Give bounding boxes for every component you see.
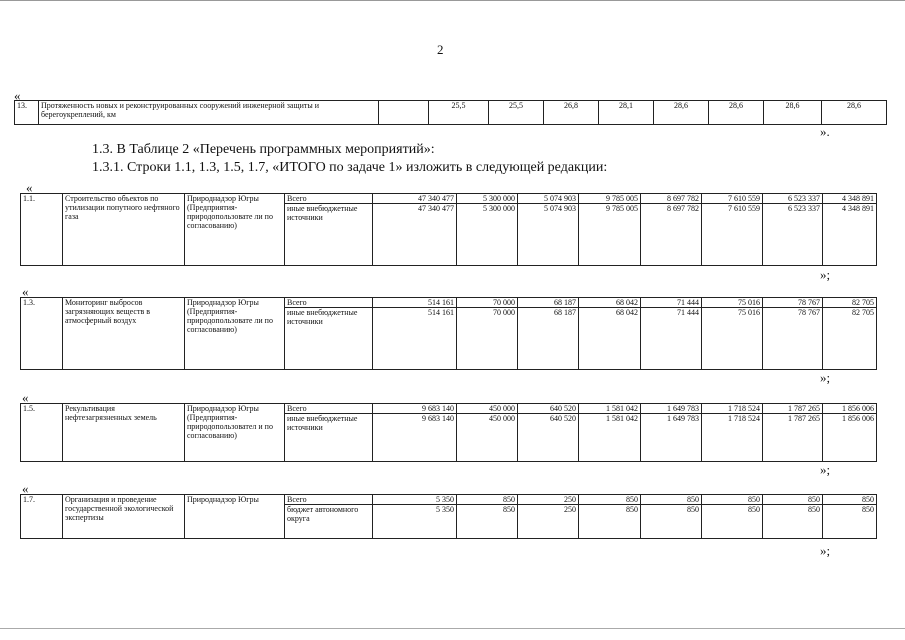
- value-cell: 9 785 005: [579, 204, 641, 266]
- activity-name: Мониторинг выбросов загрязняющих веществ в атмосферный воздух: [63, 298, 185, 370]
- value-cell: 28,6: [822, 101, 887, 125]
- value-cell: 6 523 337: [763, 204, 823, 266]
- value-cell: 640 520: [518, 414, 579, 462]
- table-row-1-7: [20, 494, 877, 539]
- value-cell: 28,6: [764, 101, 822, 125]
- spacer-cell: [379, 101, 429, 125]
- value-cell: 850: [702, 495, 763, 505]
- value-cell: 28,6: [709, 101, 764, 125]
- funding-source-total: Всего: [285, 495, 373, 505]
- value-cell: 68 187: [518, 298, 579, 308]
- scan-bottom-edge: [0, 628, 905, 629]
- indicator-name: Протяженность новых и реконструированных сооружений инженерной защиты и берегоукреплений, км: [39, 101, 379, 125]
- value-cell: 28,6: [654, 101, 709, 125]
- value-cell: 1 581 042: [579, 404, 641, 414]
- value-cell: 78 767: [763, 308, 823, 370]
- table-row-1-3: [20, 297, 877, 370]
- funding-source: иные внебюджетные источники: [285, 414, 373, 462]
- value-cell: 8 697 782: [641, 194, 702, 204]
- value-cell: 850: [702, 505, 763, 539]
- executor: Природнадзор Югры: [185, 495, 285, 539]
- value-cell: 70 000: [457, 298, 518, 308]
- executor: Природнадзор Югры (Предприятия-природопользовате ли по согласованию): [185, 298, 285, 370]
- value-cell: 850: [457, 495, 518, 505]
- activity-name: Строительство объектов по утилизации попутного нефтяного газа: [63, 194, 185, 266]
- table-row-13: [14, 100, 887, 125]
- open-quote: «: [26, 180, 33, 195]
- open-quote: «: [22, 284, 29, 299]
- value-cell: 1 649 783: [641, 404, 702, 414]
- value-cell: 71 444: [641, 298, 702, 308]
- value-cell: 1 718 524: [702, 414, 763, 462]
- value-cell: 5 300 000: [457, 204, 518, 266]
- row-number: 1.3.: [21, 298, 63, 370]
- value-cell: 514 161: [373, 308, 457, 370]
- value-cell: 71 444: [641, 308, 702, 370]
- value-cell: 47 340 477: [373, 194, 457, 204]
- value-cell: 68 042: [579, 298, 641, 308]
- value-cell: 1 856 006: [823, 414, 877, 462]
- funding-source-total: Всего: [285, 298, 373, 308]
- value-cell: 68 187: [518, 308, 579, 370]
- funding-source-total: Всего: [285, 404, 373, 414]
- row-number: 13.: [15, 101, 39, 125]
- section-subheading: 1.3.1. Строки 1.1, 1.3, 1.5, 1.7, «ИТОГО по задаче 1» изложить в следующей редакции:: [92, 160, 608, 175]
- value-cell: 7 610 559: [702, 204, 763, 266]
- value-cell: 850: [579, 495, 641, 505]
- value-cell: 850: [763, 505, 823, 539]
- row-number: 1.7.: [21, 495, 63, 539]
- close-quote: »;: [820, 370, 831, 385]
- value-cell: 9 683 140: [373, 404, 457, 414]
- value-cell: 850: [823, 495, 877, 505]
- value-cell: 5 074 903: [518, 194, 579, 204]
- value-cell: 250: [518, 495, 579, 505]
- value-cell: 25,5: [429, 101, 489, 125]
- close-quote: ».: [820, 124, 830, 139]
- funding-source: иные внебюджетные источники: [285, 204, 373, 266]
- close-quote: »;: [820, 543, 831, 558]
- open-quote: «: [14, 88, 21, 103]
- value-cell: 5 350: [373, 495, 457, 505]
- value-cell: 26,8: [544, 101, 599, 125]
- executor: Природнадзор Югры (Предприятия-природопользовател и по согласованию): [185, 404, 285, 462]
- value-cell: 5 300 000: [457, 194, 518, 204]
- value-cell: 850: [457, 505, 518, 539]
- value-cell: 450 000: [457, 404, 518, 414]
- value-cell: 450 000: [457, 414, 518, 462]
- funding-source: бюджет автономного округа: [285, 505, 373, 539]
- value-cell: 6 523 337: [763, 194, 823, 204]
- value-cell: 1 649 783: [641, 414, 702, 462]
- value-cell: 1 787 265: [763, 404, 823, 414]
- value-cell: 68 042: [579, 308, 641, 370]
- section-heading: 1.3. В Таблице 2 «Перечень программных мероприятий»:: [92, 142, 435, 157]
- value-cell: 4 348 891: [823, 194, 877, 204]
- value-cell: 1 856 006: [823, 404, 877, 414]
- row-number: 1.5.: [21, 404, 63, 462]
- executor: Природнадзор Югры (Предприятия-природопользовате ли по согласованию): [185, 194, 285, 266]
- scan-top-edge: [0, 0, 905, 1]
- value-cell: 250: [518, 505, 579, 539]
- value-cell: 9 683 140: [373, 414, 457, 462]
- activity-name: Рекультивация нефтезагрязненных земель: [63, 404, 185, 462]
- value-cell: 514 161: [373, 298, 457, 308]
- table-row-1-5: [20, 403, 877, 462]
- value-cell: 850: [579, 505, 641, 539]
- close-quote: »;: [820, 462, 831, 477]
- funding-source: иные внебюджетные источники: [285, 308, 373, 370]
- value-cell: 850: [641, 495, 702, 505]
- value-cell: 1 581 042: [579, 414, 641, 462]
- activity-name: Организация и проведение государственной экологической экспертизы: [63, 495, 185, 539]
- value-cell: 47 340 477: [373, 204, 457, 266]
- value-cell: 1 787 265: [763, 414, 823, 462]
- value-cell: 78 767: [763, 298, 823, 308]
- value-cell: 850: [823, 505, 877, 539]
- value-cell: 7 610 559: [702, 194, 763, 204]
- value-cell: 850: [641, 505, 702, 539]
- close-quote: »;: [820, 267, 831, 282]
- value-cell: 5 350: [373, 505, 457, 539]
- open-quote: «: [22, 390, 29, 405]
- value-cell: 25,5: [489, 101, 544, 125]
- value-cell: 4 348 891: [823, 204, 877, 266]
- value-cell: 70 000: [457, 308, 518, 370]
- value-cell: 82 705: [823, 298, 877, 308]
- value-cell: 640 520: [518, 404, 579, 414]
- open-quote: «: [22, 481, 29, 496]
- funding-source-total: Всего: [285, 194, 373, 204]
- value-cell: 75 016: [702, 308, 763, 370]
- value-cell: 82 705: [823, 308, 877, 370]
- value-cell: 5 074 903: [518, 204, 579, 266]
- table-row-1-1: [20, 193, 877, 266]
- row-number: 1.1.: [21, 194, 63, 266]
- value-cell: 9 785 005: [579, 194, 641, 204]
- value-cell: 1 718 524: [702, 404, 763, 414]
- page-number: 2: [437, 42, 444, 57]
- value-cell: 8 697 782: [641, 204, 702, 266]
- value-cell: 28,1: [599, 101, 654, 125]
- value-cell: 75 016: [702, 298, 763, 308]
- value-cell: 850: [763, 495, 823, 505]
